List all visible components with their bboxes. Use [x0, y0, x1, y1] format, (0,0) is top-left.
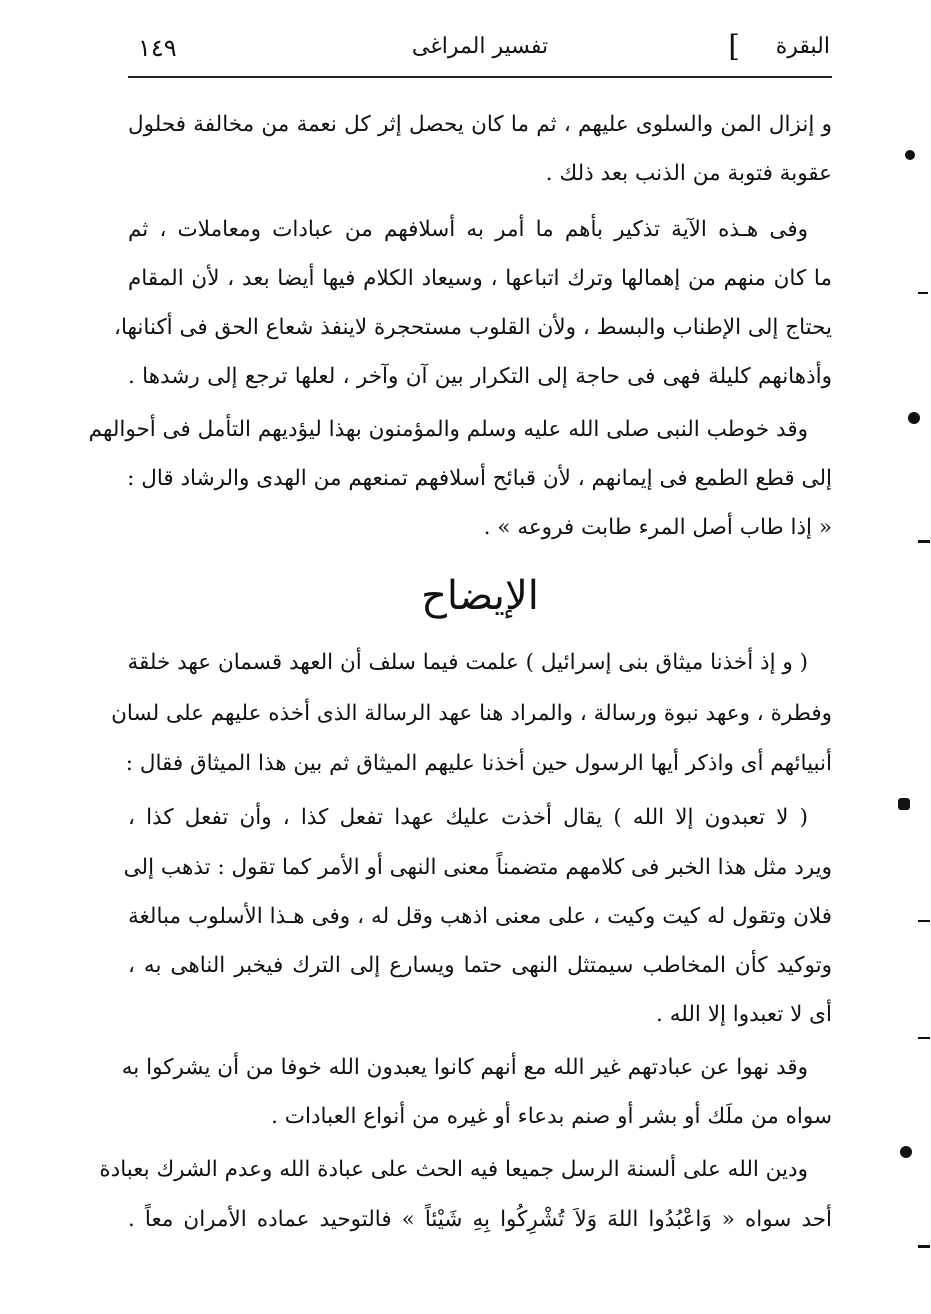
- text-line: وقد نهوا عن عبادتهم غير الله مع أنهم كانوا يعبدون الله خوفا من أن يشركوا به: [121, 1055, 808, 1080]
- scan-speck: [918, 1037, 930, 1039]
- section-heading: الإيضاح: [421, 573, 539, 619]
- text-line: و إنزال المن والسلوى عليهم ، ثم ما كان يحصل إثر كل نعمة من مخالفة فحلول: [128, 112, 832, 137]
- text-line: ما كان منهم من إهمالها وترك اتباعها ، وسيعاد الكلام فيها أيضا بعد ، لأن المقام: [128, 266, 832, 291]
- text-line: سواه من ملَك أو بشر أو صنم بدعاء أو غيره من أنواع العبادات .: [271, 1104, 832, 1129]
- text-line: أنبيائهم أى واذكر أيها الرسول حين أخذنا عليهم الميثاق ثم بين هذا الميثاق فقال :: [125, 751, 832, 776]
- text-line: وقد خوطب النبى صلى الله عليه وسلم والمؤمنون بهذا ليؤديهم التأمل فى أحوالهم: [88, 417, 808, 442]
- text-line: ( و إذ أخذنا ميثاق بنى إسرائيل ) علمت فيما سلف أن العهد قسمان عهد خلقة: [127, 650, 808, 675]
- text-line: وتوكيد كأن المخاطب سيمتثل النهى حتما ويسارع إلى الترك فيخبر الناهى به ،: [128, 953, 832, 978]
- scan-speck: [918, 292, 928, 294]
- text-line: يحتاج إلى الإطناب والبسط ، ولأن القلوب مستحجرة لاينفذ شعاع الحق فى أكنانها،: [114, 315, 832, 340]
- scan-speck: [898, 798, 910, 810]
- scan-speck: [900, 1146, 912, 1158]
- page-number: ١٤٩: [138, 34, 177, 62]
- surah-name: البقرة: [775, 34, 830, 59]
- scan-speck: [918, 540, 930, 543]
- scan-speck: [918, 920, 930, 922]
- header-rule: [128, 76, 832, 78]
- text-line: وأذهانهم كليلة فهى فى حاجة إلى التكرار بين آن وآخر ، لعلها ترجع إلى رشدها .: [128, 364, 832, 389]
- text-line: وفى هـذه الآية تذكير بأهم ما أمر به أسلافهم من عبادات ومعاملات ، ثم: [128, 217, 808, 242]
- text-line: ودين الله على ألسنة الرسل جميعا فيه الحث على عبادة الله وعدم الشرك بعبادة: [99, 1157, 808, 1182]
- book-title: تفسير المراغى: [411, 34, 549, 59]
- scan-speck: [908, 412, 920, 424]
- text-line: وفطرة ، وعهد نبوة ورسالة ، والمراد هنا عهد الرسالة الذى أخذه عليهم على لسان: [111, 701, 832, 726]
- text-line: ويرد مثل هذا الخبر فى كلامهم متضمناً معنى النهى أو الأمر كما تقول : تذهب إلى: [123, 855, 832, 880]
- text-line: فلان وتقول له كيت وكيت ، على معنى اذهب وقل له ، وفى هـذا الأسلوب مبالغة: [128, 904, 832, 929]
- text-line: أحد سواه « وَاعْبُدُوا اللهَ وَلاَ تُشْرِكُوا بِهِ شَيْئاً » فالتوحيد عماده الأمران معاً .: [128, 1207, 832, 1232]
- header-bracket: ]: [728, 29, 740, 64]
- text-line: « إذا طاب أصل المرء طابت فروعه » .: [483, 515, 832, 540]
- running-header: [130, 30, 830, 74]
- scan-speck: [905, 150, 915, 160]
- text-line: أى لا تعبدوا إلا الله .: [656, 1002, 832, 1027]
- text-line: عقوبة فتوبة من الذنب بعد ذلك .: [545, 161, 832, 186]
- text-line: إلى قطع الطمع فى إيمانهم ، لأن قبائح أسلافهم تمنعهم من الهدى والرشاد قال :: [127, 466, 832, 491]
- scan-speck: [918, 1245, 930, 1248]
- text-line: ( لا تعبدون إلا الله ) يقال أخذت عليك عهدا تفعل كذا ، وأن تفعل كذا ،: [128, 805, 808, 830]
